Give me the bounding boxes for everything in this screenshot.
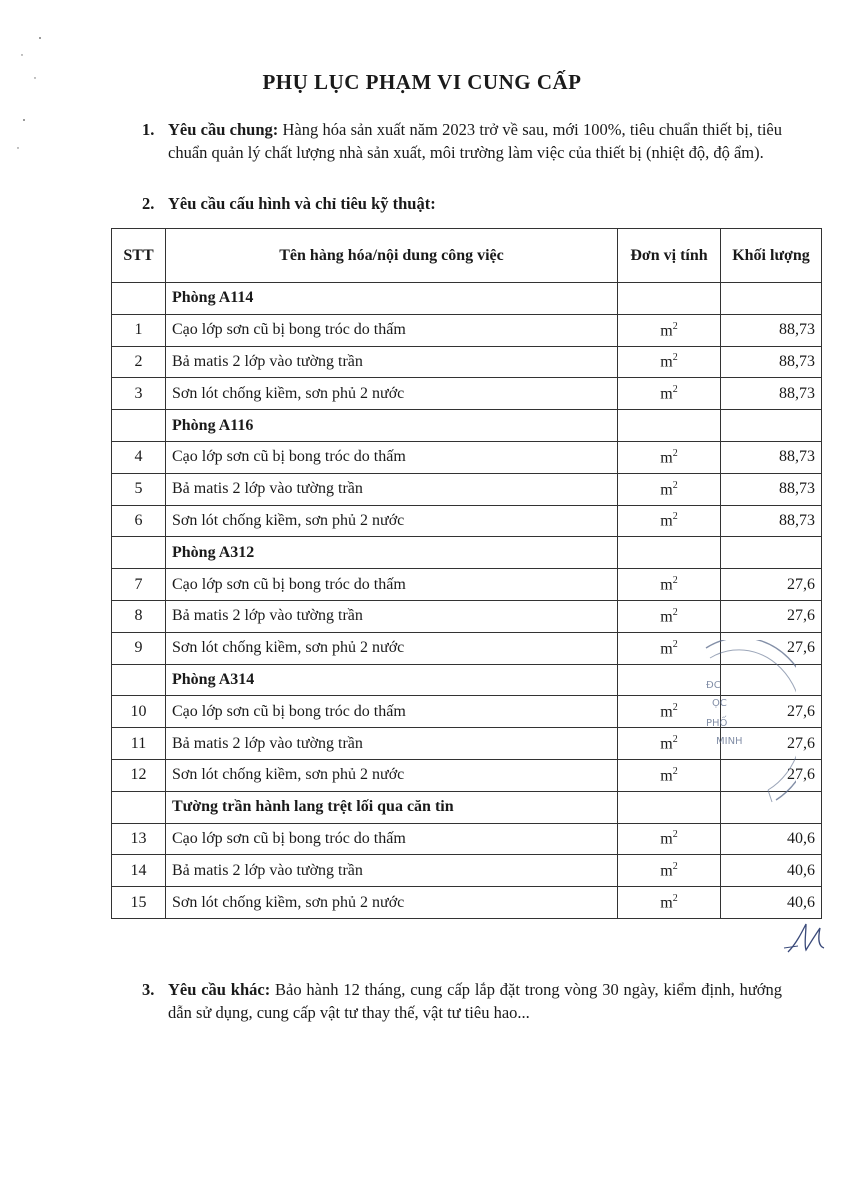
row-unit: [618, 473, 721, 505]
unit-base: m: [660, 480, 673, 498]
unit-exponent: 2: [672, 638, 678, 650]
group-qty-cell: [721, 283, 822, 315]
scope-table: [111, 228, 822, 919]
stamp-text-fragment: ỌC: [712, 698, 727, 709]
group-qty-cell: [721, 664, 822, 696]
row-item-name: Cạo lớp sơn cũ bị bong tróc do thấm: [166, 823, 618, 855]
row-stt: 13: [112, 823, 166, 855]
row-unit: [618, 728, 721, 760]
table-group-row: [112, 410, 822, 442]
stamp-text-fragment: ĐC: [706, 680, 721, 691]
row-stt: 1: [112, 314, 166, 346]
signature-mark: [782, 918, 832, 958]
row-item-name: Bả matis 2 lớp vào tường trần: [166, 346, 618, 378]
row-stt: 15: [112, 887, 166, 919]
group-unit-cell: [618, 283, 721, 315]
group-stt-cell: [112, 791, 166, 823]
row-quantity: 40,6: [721, 887, 822, 919]
section-text: Bảo hành 12 tháng, cung cấp lắp đặt trong vòng 30 ngày, kiểm định, hướng dẫn sử dụng, cung cấp vật tư thay thế, vật tư tiêu hao...: [168, 980, 782, 1022]
table-row: [112, 855, 822, 887]
row-item-name: Cạo lớp sơn cũ bị bong tróc do thấm: [166, 314, 618, 346]
row-stt: 2: [112, 346, 166, 378]
section-number: 2.: [142, 194, 155, 213]
row-stt: 12: [112, 759, 166, 791]
unit-exponent: 2: [672, 384, 678, 396]
unit-base: m: [660, 449, 673, 467]
row-item-name: Sơn lót chống kiềm, sơn phủ 2 nước: [166, 505, 618, 537]
table-row: [112, 823, 822, 855]
group-unit-cell: [618, 537, 721, 569]
header-unit: Đơn vị tính: [618, 229, 721, 283]
row-quantity: 88,73: [721, 441, 822, 473]
row-item-name: Cạo lớp sơn cũ bị bong tróc do thấm: [166, 441, 618, 473]
group-name-cell: Tường trần hành lang trệt lối qua căn tin: [166, 791, 618, 823]
row-stt: 9: [112, 632, 166, 664]
row-quantity: 27,6: [721, 728, 822, 760]
group-qty-cell: [721, 410, 822, 442]
row-quantity: 88,73: [721, 314, 822, 346]
unit-base: m: [660, 830, 673, 848]
group-name-cell: Phòng A114: [166, 283, 618, 315]
table-row: [112, 632, 822, 664]
section-label: Yêu cầu cấu hình và chỉ tiêu kỹ thuật:: [168, 194, 436, 213]
row-quantity: 88,73: [721, 473, 822, 505]
unit-exponent: 2: [672, 733, 678, 745]
group-name-cell: Phòng A312: [166, 537, 618, 569]
row-quantity: 88,73: [721, 505, 822, 537]
row-item-name: Sơn lót chống kiềm, sơn phủ 2 nước: [166, 632, 618, 664]
group-qty-cell: [721, 537, 822, 569]
unit-base: m: [660, 385, 673, 403]
row-stt: 5: [112, 473, 166, 505]
table-row: [112, 696, 822, 728]
table-row: [112, 887, 822, 919]
row-unit: [618, 441, 721, 473]
row-item-name: Bả matis 2 lớp vào tường trần: [166, 600, 618, 632]
unit-exponent: 2: [672, 861, 678, 873]
row-unit: [618, 346, 721, 378]
unit-base: m: [660, 353, 673, 371]
table-group-row: [112, 664, 822, 696]
row-unit: [618, 600, 721, 632]
table-group-row: [112, 537, 822, 569]
group-name-cell: Phòng A116: [166, 410, 618, 442]
row-stt: 4: [112, 441, 166, 473]
group-stt-cell: [112, 410, 166, 442]
row-item-name: Bả matis 2 lớp vào tường trần: [166, 473, 618, 505]
row-stt: 11: [112, 728, 166, 760]
row-item-name: Sơn lót chống kiềm, sơn phủ 2 nước: [166, 887, 618, 919]
table-row: [112, 600, 822, 632]
table-row: [112, 505, 822, 537]
unit-exponent: 2: [672, 320, 678, 332]
unit-base: m: [660, 576, 673, 594]
unit-exponent: 2: [672, 702, 678, 714]
unit-exponent: 2: [672, 606, 678, 618]
row-unit: [618, 632, 721, 664]
table-row: [112, 728, 822, 760]
unit-base: m: [660, 639, 673, 657]
table-group-row: [112, 283, 822, 315]
row-item-name: Cạo lớp sơn cũ bị bong tróc do thấm: [166, 569, 618, 601]
header-name: Tên hàng hóa/nội dung công việc: [166, 229, 618, 283]
table-row: [112, 441, 822, 473]
unit-base: m: [660, 862, 673, 880]
table-row: [112, 569, 822, 601]
row-stt: 14: [112, 855, 166, 887]
group-unit-cell: [618, 410, 721, 442]
group-unit-cell: [618, 664, 721, 696]
table-body: [112, 283, 822, 919]
row-unit: [618, 855, 721, 887]
header-qty: Khối lượng: [721, 229, 822, 283]
row-quantity: 40,6: [721, 855, 822, 887]
table-row: [112, 759, 822, 791]
table-row: [112, 314, 822, 346]
section-other-requirements: [142, 978, 782, 1024]
row-unit: [618, 378, 721, 410]
unit-base: m: [660, 608, 673, 626]
row-quantity: 27,6: [721, 600, 822, 632]
row-unit: [618, 823, 721, 855]
stamp-text-fragment: PHỐ: [706, 718, 728, 729]
unit-base: m: [660, 767, 673, 785]
row-unit: [618, 759, 721, 791]
group-unit-cell: [618, 791, 721, 823]
row-unit: [618, 887, 721, 919]
group-qty-cell: [721, 791, 822, 823]
section-label: Yêu cầu chung:: [168, 120, 279, 139]
row-stt: 6: [112, 505, 166, 537]
row-quantity: 27,6: [721, 759, 822, 791]
row-item-name: Bả matis 2 lớp vào tường trần: [166, 855, 618, 887]
unit-exponent: 2: [672, 829, 678, 841]
row-quantity: 88,73: [721, 346, 822, 378]
unit-exponent: 2: [672, 479, 678, 491]
row-stt: 3: [112, 378, 166, 410]
row-unit: [618, 696, 721, 728]
row-stt: 7: [112, 569, 166, 601]
unit-exponent: 2: [672, 574, 678, 586]
section-label: Yêu cầu khác:: [168, 980, 271, 999]
group-name-cell: Phòng A314: [166, 664, 618, 696]
section-number: 3.: [142, 980, 155, 999]
table-row: [112, 378, 822, 410]
row-item-name: Cạo lớp sơn cũ bị bong tróc do thấm: [166, 696, 618, 728]
row-quantity: 88,73: [721, 378, 822, 410]
unit-exponent: 2: [672, 892, 678, 904]
section-config-requirements: [142, 192, 782, 215]
row-item-name: Sơn lót chống kiềm, sơn phủ 2 nước: [166, 378, 618, 410]
row-item-name: Bả matis 2 lớp vào tường trần: [166, 728, 618, 760]
table-row: [112, 473, 822, 505]
unit-exponent: 2: [672, 765, 678, 777]
stamp-text-fragment: MINH: [716, 736, 743, 747]
row-quantity: 27,6: [721, 569, 822, 601]
header-stt: STT: [112, 229, 166, 283]
section-text: Hàng hóa sản xuất năm 2023 trở về sau, mới 100%, tiêu chuẩn thiết bị, tiêu chuẩn quản lý chất lượng nhà sản xuất, môi trường làm việc của thiết bị (nhiệt độ, độ ẩm).: [168, 120, 782, 162]
row-unit: [618, 505, 721, 537]
group-stt-cell: [112, 283, 166, 315]
row-item-name: Sơn lót chống kiềm, sơn phủ 2 nước: [166, 759, 618, 791]
unit-exponent: 2: [672, 352, 678, 364]
section-general-requirements: [142, 118, 782, 164]
row-quantity: 27,6: [721, 696, 822, 728]
table-row: [112, 346, 822, 378]
row-quantity: 40,6: [721, 823, 822, 855]
row-stt: 10: [112, 696, 166, 728]
unit-exponent: 2: [672, 511, 678, 523]
row-stt: 8: [112, 600, 166, 632]
unit-base: m: [660, 735, 673, 753]
group-stt-cell: [112, 664, 166, 696]
row-unit: [618, 569, 721, 601]
section-number: 1.: [142, 120, 155, 139]
unit-base: m: [660, 703, 673, 721]
unit-exponent: 2: [672, 447, 678, 459]
row-unit: [618, 314, 721, 346]
table-header-row: [112, 229, 822, 283]
unit-base: m: [660, 512, 673, 530]
group-stt-cell: [112, 537, 166, 569]
table-group-row: [112, 791, 822, 823]
page-title: PHỤ LỤC PHẠM VI CUNG CẤP: [262, 70, 582, 94]
unit-base: m: [660, 321, 673, 339]
row-quantity: 27,6: [721, 632, 822, 664]
unit-base: m: [660, 894, 673, 912]
